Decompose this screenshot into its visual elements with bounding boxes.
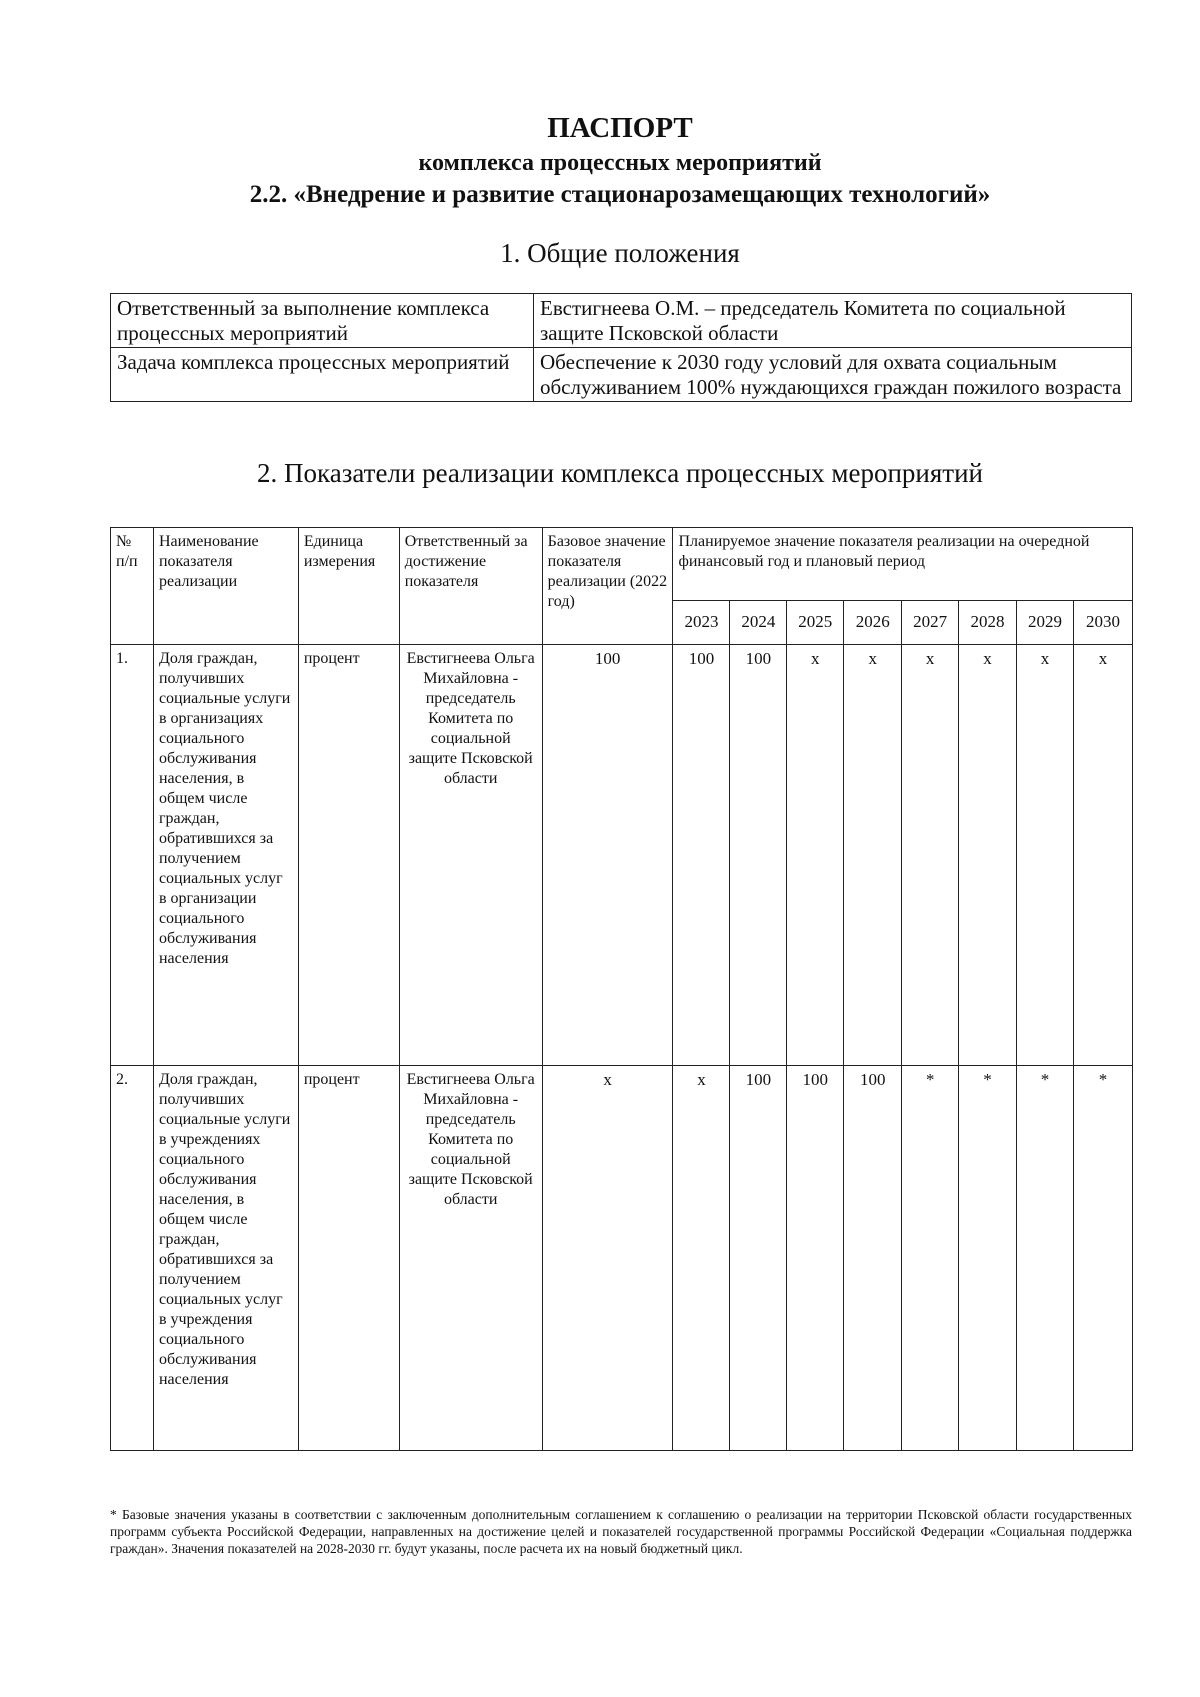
- table-row: [111, 1066, 1133, 1451]
- row-value: х: [959, 645, 1017, 1066]
- row-num: 1.: [111, 645, 154, 1066]
- row-unit: процент: [298, 1066, 399, 1451]
- header-year: 2025: [787, 600, 844, 644]
- table-row: [111, 294, 1132, 348]
- header-planned: Планируемое значение показателя реализации на очередной финансовый год и плановый период: [673, 528, 1133, 601]
- header-name: Наименование показателя реализации: [153, 528, 298, 645]
- row-value: *: [959, 1066, 1017, 1451]
- row-value: х: [673, 1066, 730, 1451]
- row-name: Доля граждан, получивших социальные услуги в учреждениях социального обслуживания населения, в общем числе граждан, обратившихся за получением социальных услуг в учреждения социального обслуживания населения: [153, 1066, 298, 1451]
- row-value: 100: [673, 645, 730, 1066]
- row-value: х: [902, 645, 959, 1066]
- responsible-label: Ответственный за выполнение комплекса процессных мероприятий: [111, 294, 534, 348]
- header-year: 2030: [1073, 600, 1132, 644]
- row-base: х: [542, 1066, 673, 1451]
- general-provisions-table: [110, 293, 1132, 402]
- row-value: 100: [844, 1066, 902, 1451]
- section-2-title: 2. Показатели реализации комплекса процессных мероприятий: [257, 458, 983, 488]
- header-responsible: Ответственный за достижение показателя: [399, 528, 542, 645]
- row-value: х: [1073, 645, 1132, 1066]
- document-title: ПАСПОРТ: [547, 112, 693, 144]
- row-responsible: Евстигнеева Ольга Михайловна - председатель Комитета по социальной защите Псковской области: [399, 1066, 542, 1451]
- indicators-table: [110, 527, 1133, 1451]
- table-row: [111, 348, 1132, 402]
- row-value: 100: [730, 1066, 787, 1451]
- document-subtitle: комплекса процессных мероприятий: [418, 150, 822, 176]
- row-value: *: [902, 1066, 959, 1451]
- task-label: Задача комплекса процессных мероприятий: [111, 348, 534, 402]
- header-num: № п/п: [111, 528, 154, 645]
- row-value: *: [1073, 1066, 1132, 1451]
- row-name: Доля граждан, получивших социальные услуги в организациях социального обслуживания населения, в общем числе граждан, обратившихся за получением социальных услуг в организации социального обслуживания населения: [153, 645, 298, 1066]
- row-value: *: [1017, 1066, 1074, 1451]
- task-value: Обеспечение к 2030 году условий для охвата социальным обслуживанием 100% нуждающихся граждан пожилого возраста: [534, 348, 1132, 402]
- header-base: Базовое значение показателя реализации (2022 год): [542, 528, 673, 645]
- row-unit: процент: [298, 645, 399, 1066]
- section-1-title: 1. Общие положения: [500, 238, 740, 268]
- row-responsible: Евстигнеева Ольга Михайловна - председатель Комитета по социальной защите Псковской области: [399, 645, 542, 1066]
- row-base: 100: [542, 645, 673, 1066]
- header-year: 2027: [902, 600, 959, 644]
- header-year: 2029: [1017, 600, 1074, 644]
- row-num: 2.: [111, 1066, 154, 1451]
- row-value: 100: [730, 645, 787, 1066]
- row-value: х: [787, 645, 844, 1066]
- row-value: х: [844, 645, 902, 1066]
- header-year: 2028: [959, 600, 1017, 644]
- program-name: 2.2. «Внедрение и развитие стационарозамещающих технологий»: [249, 181, 991, 208]
- header-year: 2023: [673, 600, 730, 644]
- footnote: * Базовые значения указаны в соответствии с заключенным дополнительным соглашением к соглашению о реализации на территории Псковской области государственных программ субъекта Российской Федерации, направленных на достижение целей и показателей государственной программы Российской Федерации «Социальная поддержка граждан». Значения показателей на 2028-2030 гг. будут указаны, после расчета их на новый бюджетный цикл.: [110, 1507, 1132, 1556]
- row-value: 100: [787, 1066, 844, 1451]
- responsible-value: Евстигнеева О.М. – председатель Комитета по социальной защите Псковской области: [534, 294, 1132, 348]
- header-unit: Единица измерения: [298, 528, 399, 645]
- header-year: 2026: [844, 600, 902, 644]
- row-value: х: [1017, 645, 1074, 1066]
- table-header-row: [111, 528, 1133, 601]
- table-row: [111, 645, 1133, 1066]
- header-year: 2024: [730, 600, 787, 644]
